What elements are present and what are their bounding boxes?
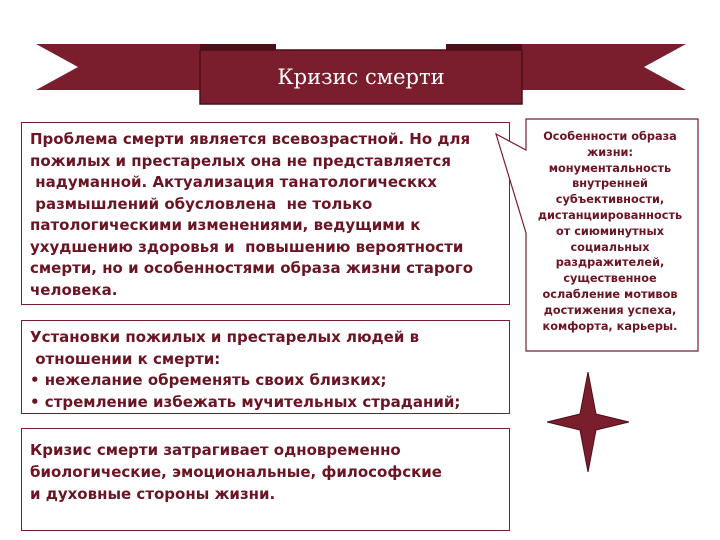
- attitudes-heading: отношении к смерти:: [30, 349, 221, 368]
- callout-line: существенное: [563, 272, 657, 286]
- problem-line: размышлений обусловлена не только: [30, 194, 373, 213]
- attitudes-bullet: • нежелание обременять своих близких;: [30, 371, 387, 389]
- callout-line: Особенности образа: [543, 130, 677, 143]
- callout-line: социальных: [570, 240, 650, 254]
- callout-line: жизни:: [587, 145, 633, 159]
- problem-line: смерти, но и особенностями образа жизни старого: [30, 259, 474, 277]
- callout-line: дистанциированность: [537, 208, 683, 222]
- problem-line: человека.: [30, 280, 118, 299]
- problem-line: патологическими изменениями, ведущими к: [30, 216, 421, 234]
- problem-line: ухудшению здоровья и повышению вероятности: [30, 237, 464, 256]
- problem-line: Проблема смерти является всевозрастной. Но для: [30, 130, 471, 148]
- problem-line: пожилых и престарелых она не представляется: [30, 151, 451, 170]
- callout-line: от сиюминутных: [555, 224, 664, 238]
- crisis-line: и духовные стороны жизни.: [30, 485, 276, 503]
- callout-line: достижения успеха,: [543, 303, 677, 317]
- crisis-text-box: [21, 428, 510, 531]
- attitudes-heading: Установки пожилых и престарелых людей в: [30, 328, 420, 346]
- crisis-line: Кризис смерти затрагивает одновременно: [30, 441, 401, 459]
- lifestyle-callout-text: [528, 129, 692, 334]
- attitudes-text-box: [21, 320, 510, 414]
- callout-line: внутренней: [572, 177, 648, 191]
- crisis-line: биологические, эмоциональные, философские: [30, 463, 442, 481]
- page-title: Кризис смерти: [277, 65, 445, 89]
- callout-line: субъективности,: [555, 193, 665, 207]
- problem-text-box: [21, 122, 510, 305]
- four-point-star-icon: [547, 372, 629, 472]
- attitudes-bullet: • стремление избежать мучительных страданий;: [30, 392, 461, 411]
- callout-line: ослабление мотивов: [542, 287, 678, 301]
- callout-line: комфорта, карьеры.: [542, 319, 678, 333]
- callout-line: раздражителей,: [555, 256, 665, 270]
- callout-line: монументальность: [548, 161, 672, 175]
- problem-line: надуманной. Актуализация танатологическкх: [30, 173, 437, 191]
